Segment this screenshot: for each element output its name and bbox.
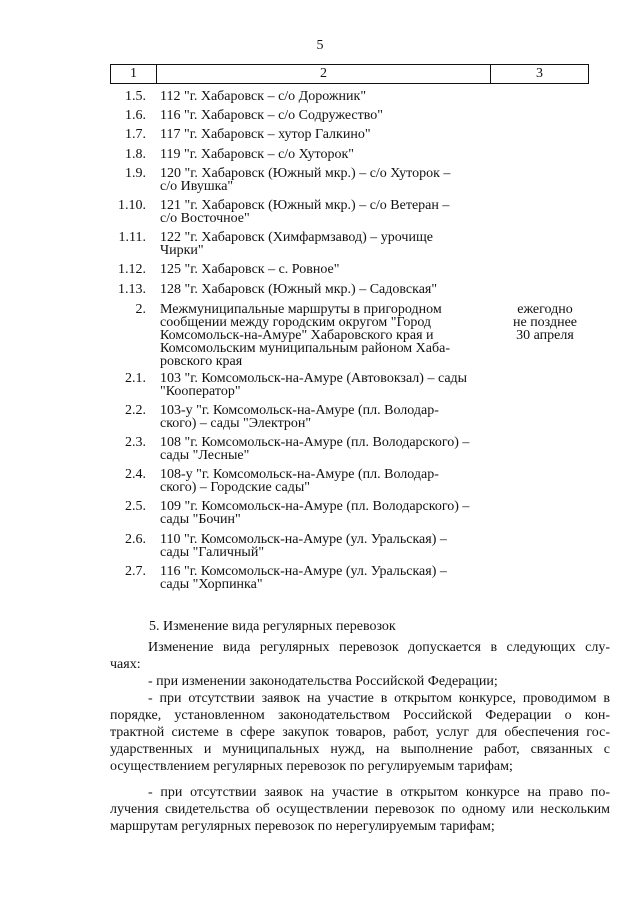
route-description-line: 112 "г. Хабаровск – с/о Дорожник" (160, 89, 367, 104)
row-number: 2.6. (125, 532, 146, 547)
deadline-term-line: ежегодно (517, 302, 573, 317)
route-description-line: с/о Ивушка" (160, 179, 234, 194)
route-description-line: 120 "г. Хабаровск (Южный мкр.) – с/о Хуторок – (160, 166, 451, 181)
paragraph (110, 639, 610, 673)
route-description-line: сады "Лесные" (160, 448, 250, 463)
route-description-line: Комсомольск-на-Амуре" Хабаровского края и (160, 328, 434, 343)
paragraph-line: - при отсутствии заявок на участие в открытом конкурсе, проводимом в (148, 691, 610, 706)
route-description (160, 404, 470, 430)
route-description (160, 283, 470, 296)
route-description-line: 116 "г. Комсомольск-на-Амуре (ул. Уральская) – (160, 564, 447, 579)
row-number: 2.4. (125, 467, 146, 482)
route-description-line: с/о Восточное" (160, 211, 250, 226)
row-number: 1.13. (118, 282, 146, 297)
route-description-line: сады "Галичный" (160, 545, 265, 560)
paragraph (110, 690, 610, 775)
row-number: 1.8. (125, 147, 146, 162)
row-number: 1.5. (125, 89, 146, 104)
paragraph-line: осуществлением регулярных перевозок по регулируемым тарифам; (110, 759, 513, 774)
paragraph-line: - при изменении законодательства Российской Федерации; (148, 674, 498, 689)
deadline-term-line: 30 апреля (516, 328, 574, 343)
paragraph-line: лучения свидетельства об осуществлении перевозок по одному или нескольким (110, 802, 610, 817)
route-description-line: 125 "г. Хабаровск – с. Ровное" (160, 262, 340, 277)
route-description (160, 109, 470, 122)
route-description (160, 468, 470, 494)
route-description (160, 167, 470, 193)
route-description-line: сады "Хорпинка" (160, 577, 263, 592)
route-description-line: "Кооператор" (160, 384, 241, 399)
route-description-line: 119 "г. Хабаровск – с/о Хуторок" (160, 147, 354, 162)
row-number: 2.7. (125, 564, 146, 579)
route-description (160, 148, 470, 161)
table-header-row (110, 64, 589, 84)
row-number: 2.2. (125, 403, 146, 418)
route-description (160, 128, 470, 141)
route-description-line: Чирки" (160, 243, 204, 258)
paragraph-line: Изменение вида регулярных перевозок допускается в следующих слу- (148, 640, 610, 655)
table-header-col-1: 1 (111, 65, 157, 83)
route-description (160, 533, 470, 559)
paragraph-line: порядке, установленном законодательством Российской Федерации о кон- (110, 708, 610, 723)
paragraph-line: ударственных и муниципальных нужд, на выполнение работ, связанных с (110, 742, 610, 757)
route-description-line: Комсомольским муниципальным районом Хаба- (160, 341, 450, 356)
route-description-line: сообщении между городским округом "Город (160, 315, 432, 330)
row-number: 1.7. (125, 127, 146, 142)
row-number: 1.9. (125, 166, 146, 181)
route-description-line: Межмуниципальные маршруты в пригородном (160, 302, 442, 317)
route-description-line: 103-у "г. Комсомольск-на-Амуре (пл. Володар- (160, 403, 439, 418)
route-description-line: 116 "г. Хабаровск – с/о Содружество" (160, 108, 383, 123)
table-header-col-3: 3 (536, 66, 543, 81)
deadline-term (500, 303, 590, 342)
paragraph-line: чаях: (110, 657, 141, 672)
route-description (160, 372, 470, 398)
row-number: 2.1. (125, 371, 146, 386)
route-description (160, 90, 470, 103)
row-number: 1.11. (118, 230, 146, 245)
route-description-line: ровского края (160, 354, 243, 369)
route-description (160, 500, 470, 526)
route-description (160, 436, 470, 462)
row-number: 1.6. (125, 108, 146, 123)
paragraph (110, 784, 610, 835)
route-description-line: 117 "г. Хабаровск – хутор Галкино" (160, 127, 371, 142)
row-number: 2.3. (125, 435, 146, 450)
route-description (160, 303, 470, 368)
paragraph-line: - при отсутствии заявок на участие в открытом конкурсе на право по- (148, 785, 610, 800)
route-description (160, 231, 470, 257)
route-description-line: ского) – Городские сады" (160, 480, 311, 495)
route-description-line: 103 "г. Комсомольск-на-Амуре (Автовокзал) – сады (160, 371, 468, 386)
route-description-line: 109 "г. Комсомольск-на-Амуре (пл. Володарского) – (160, 499, 470, 514)
route-description-line: 110 "г. Комсомольск-на-Амуре (ул. Уральская) – (160, 532, 447, 547)
page-number: 5 (316, 38, 324, 53)
deadline-term-line: не позднее (512, 315, 578, 330)
route-description-line: 122 "г. Хабаровск (Химфармзавод) – урочище (160, 230, 433, 245)
route-description (160, 565, 470, 591)
route-description-line: сады "Бочин" (160, 512, 241, 527)
section-heading: 5. Изменение вида регулярных перевозок (149, 619, 396, 634)
paragraph (110, 673, 610, 690)
route-description-line: ского) – сады "Электрон" (160, 416, 312, 431)
route-description-line: 128 "г. Хабаровск (Южный мкр.) – Садовская" (160, 282, 438, 297)
route-description (160, 263, 470, 276)
route-description-line: 108-у "г. Комсомольск-на-Амуре (пл. Володар- (160, 467, 439, 482)
row-number: 2.5. (125, 499, 146, 514)
row-number: 1.10. (118, 198, 146, 213)
row-number: 2. (135, 302, 146, 317)
route-description (160, 199, 470, 225)
table-header-col-2: 2 (157, 65, 491, 83)
row-number: 1.12. (118, 262, 146, 277)
paragraph-line: маршрутам регулярных перевозок по нерегулируемым тарифам; (110, 819, 495, 834)
paragraph-line: трактной системе в сфере закупок товаров, работ, услуг для обеспечения гос- (110, 725, 610, 740)
route-description-line: 121 "г. Хабаровск (Южный мкр.) – с/о Ветеран – (160, 198, 450, 213)
route-description-line: 108 "г. Комсомольск-на-Амуре (пл. Володарского) – (160, 435, 470, 450)
